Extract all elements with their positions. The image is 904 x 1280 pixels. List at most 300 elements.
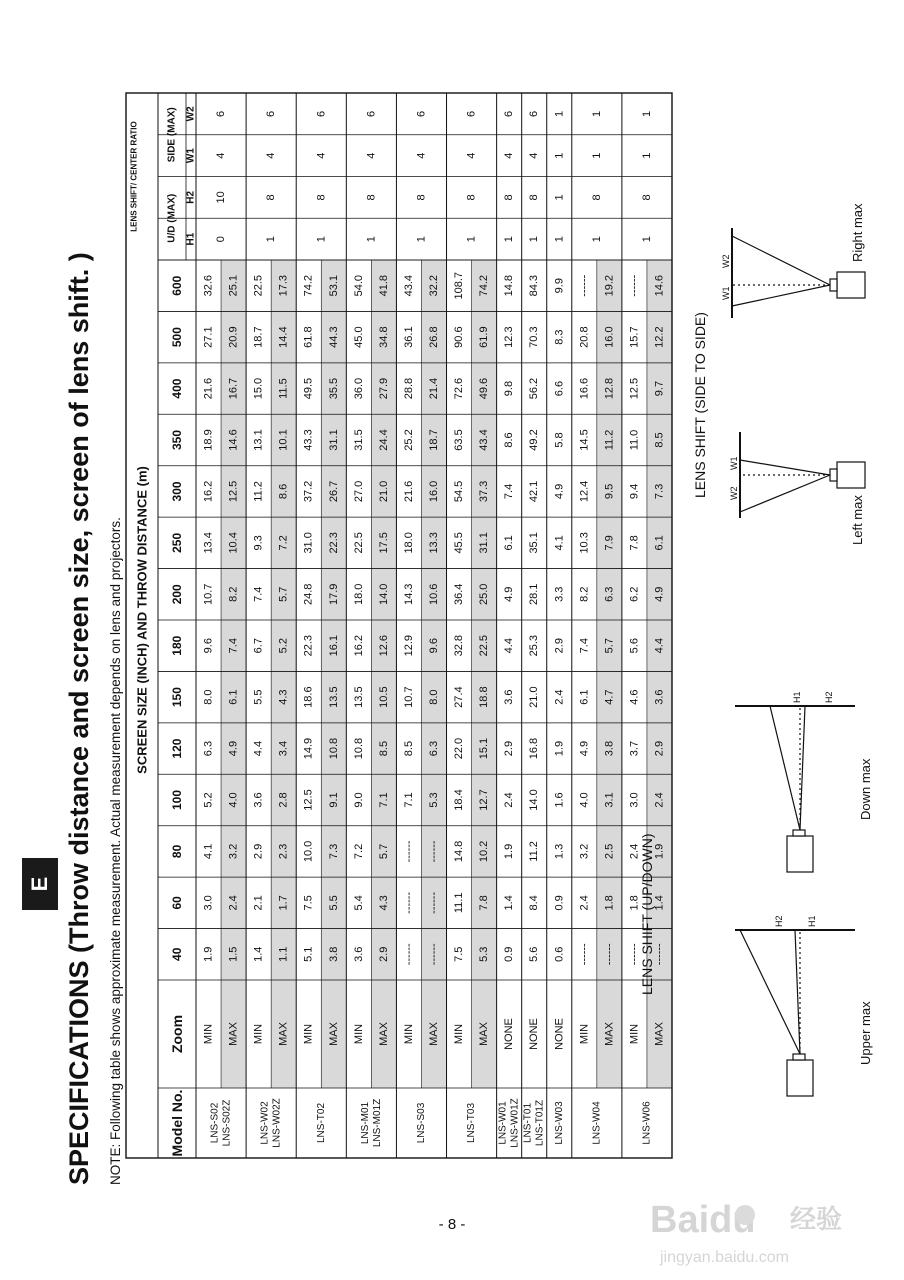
throw-distance-cell: 31.1 <box>478 532 491 554</box>
throw-distance-cell: 5.7 <box>377 843 390 860</box>
shift-value-cell: 1 <box>590 110 603 117</box>
throw-distance-cell: 22.3 <box>327 532 340 554</box>
throw-distance-cell: 18.8 <box>478 686 491 708</box>
throw-distance-cell: 1.4 <box>653 895 666 911</box>
throw-distance-cell: 49.6 <box>478 377 491 400</box>
throw-distance-cell: 20.9 <box>227 326 240 348</box>
zoom-cell: MIN <box>628 1023 641 1045</box>
updown-title: LENS SHIFT (UP/DOWN) <box>639 833 655 995</box>
shift-value-cell: 8 <box>315 194 328 201</box>
throw-distance-cell: 28.1 <box>528 583 541 605</box>
throw-distance-cell: 17.3 <box>277 275 290 297</box>
throw-distance-cell: 3.8 <box>603 740 616 757</box>
throw-distance-cell: 12.6 <box>377 635 390 657</box>
throw-distance-cell: 31.5 <box>352 429 365 451</box>
screen-size-group-header: SCREEN SIZE (INCH) AND THROW DISTANCE (m) <box>134 466 150 774</box>
throw-distance-cell: 4.4 <box>252 740 265 757</box>
screen-size-header: 80 <box>170 844 184 859</box>
screen-size-header: 40 <box>170 947 184 961</box>
throw-distance-cell: 2.5 <box>603 843 616 860</box>
throw-distance-cell: ------ <box>578 943 591 966</box>
throw-distance-cell: 9.8 <box>503 380 516 397</box>
watermark-url: jingyan.baidu.com <box>660 1249 789 1266</box>
throw-distance-cell: 12.8 <box>603 377 616 400</box>
right-max-diagram <box>721 203 865 318</box>
throw-distance-cell: 32.2 <box>428 275 440 297</box>
throw-distance-cell: 7.5 <box>453 946 466 962</box>
throw-distance-cell: 5.5 <box>252 689 265 705</box>
throw-distance-cell: 4.3 <box>277 689 290 705</box>
throw-distance-cell: 0.9 <box>553 895 566 911</box>
shift-value-cell: 1 <box>640 236 653 243</box>
zoom-cell: MAX <box>603 1022 616 1046</box>
throw-distance-cell: ------ <box>628 274 641 297</box>
shift-value-cell: 1 <box>265 236 278 243</box>
throw-distance-cell: 2.4 <box>227 895 240 911</box>
throw-distance-cell: 12.5 <box>227 480 240 503</box>
h1-label: H1 <box>807 915 817 927</box>
throw-distance-cell: 2.9 <box>503 740 516 757</box>
throw-distance-cell: 2.9 <box>653 740 666 757</box>
throw-distance-cell: 7.5 <box>302 895 315 911</box>
throw-distance-cell: 14.0 <box>377 583 390 605</box>
throw-distance-cell: 10.8 <box>327 737 340 760</box>
shift-value-cell: 4 <box>503 152 516 159</box>
model-name-cell: LNS-M01 <box>359 1101 371 1145</box>
throw-distance-cell: 8.6 <box>277 483 290 500</box>
screen-size-header: 60 <box>170 896 184 910</box>
shift-value-cell: 6 <box>365 110 378 117</box>
throw-distance-cell: 61.9 <box>478 326 491 348</box>
shift-value-cell: 8 <box>640 194 653 201</box>
down-max-label: Down max <box>858 758 873 820</box>
throw-distance-cell: 14.3 <box>402 583 415 605</box>
throw-distance-cell: 1.1 <box>277 946 290 962</box>
throw-distance-cell: 25.1 <box>227 275 240 297</box>
throw-distance-cell: 32.6 <box>202 275 215 297</box>
h1-label: H1 <box>792 691 802 703</box>
throw-distance-cell: 4.4 <box>503 638 516 654</box>
zoom-cell: MAX <box>327 1022 340 1046</box>
page-title: SPECIFICATIONS (Throw distance and screen size, screen of lens shift. ) <box>64 252 94 1185</box>
screen-size-header: 120 <box>170 738 184 759</box>
throw-distance-cell: 74.2 <box>478 275 491 297</box>
shift-value-cell: 8 <box>528 194 541 201</box>
throw-distance-cell: 8.5 <box>402 740 415 757</box>
throw-distance-cell: 0.6 <box>553 946 566 962</box>
throw-distance-cell: 2.8 <box>277 792 290 808</box>
throw-distance-cell: 7.1 <box>377 792 390 808</box>
shift-value-cell: 1 <box>590 152 603 159</box>
side-title: LENS SHIFT (SIDE TO SIDE) <box>692 312 708 498</box>
screen-size-header: 600 <box>170 275 184 296</box>
throw-distance-cell: 10.2 <box>478 840 491 863</box>
throw-distance-cell: 2.4 <box>578 895 591 911</box>
throw-distance-cell: ------ <box>628 943 641 966</box>
shift-value-cell: 1 <box>553 194 566 201</box>
upper-max-label: Upper max <box>858 1001 873 1065</box>
throw-distance-cell: 35.1 <box>528 532 541 554</box>
throw-distance-cell: 3.4 <box>277 740 290 757</box>
throw-distance-cell: 37.3 <box>478 480 491 503</box>
shift-value-cell: 4 <box>465 152 478 159</box>
shift-value-cell: 8 <box>415 194 428 201</box>
throw-distance-cell: 19.2 <box>603 275 616 297</box>
throw-distance-cell: 27.0 <box>352 480 365 503</box>
throw-distance-cell: 1.6 <box>553 792 566 808</box>
throw-distance-cell: 12.5 <box>628 377 641 400</box>
throw-distance-cell: 14.5 <box>578 429 591 451</box>
throw-distance-cell: ------ <box>603 943 616 966</box>
shift-value-cell: 8 <box>503 194 516 201</box>
throw-distance-cell: 22.5 <box>252 275 265 297</box>
model-name-cell: LNS-W03 <box>553 1101 565 1145</box>
shift-value-cell: 1 <box>590 236 603 243</box>
throw-distance-cell: 26.8 <box>428 326 440 348</box>
zoom-cell: MIN <box>402 1023 415 1045</box>
throw-distance-cell: 34.8 <box>377 326 390 348</box>
throw-distance-cell: 5.8 <box>553 432 566 448</box>
shift-value-cell: 0 <box>215 236 228 243</box>
throw-distance-cell: 32.8 <box>453 635 466 657</box>
screen-size-header: 500 <box>170 327 184 348</box>
throw-distance-cell: 3.7 <box>628 740 641 757</box>
throw-distance-cell: 4.9 <box>503 586 516 602</box>
shift-value-cell: 8 <box>465 194 478 201</box>
throw-distance-cell: 18.9 <box>202 429 215 451</box>
throw-distance-cell: 7.3 <box>653 483 666 500</box>
model-name-cell: LNS-T03 <box>466 1102 478 1144</box>
throw-distance-cell: 12.9 <box>402 635 415 657</box>
throw-distance-cell: 84.3 <box>528 275 541 297</box>
lens-shift-header: LENS SHIFT/ CENTER RATIO <box>129 121 139 232</box>
throw-distance-cell: 5.2 <box>277 638 290 654</box>
shift-value-cell: 1 <box>415 236 428 243</box>
throw-distance-cell: ------ <box>402 891 415 914</box>
throw-distance-cell: ------ <box>428 840 440 863</box>
throw-distance-cell: 4.9 <box>653 586 666 602</box>
throw-distance-cell: 36.4 <box>453 583 466 605</box>
throw-distance-cell: 90.6 <box>453 326 466 348</box>
throw-distance-cell: 16.6 <box>578 377 591 400</box>
zoom-cell: MIN <box>302 1023 315 1045</box>
throw-distance-cell: 16.8 <box>528 737 541 760</box>
throw-distance-cell: 13.5 <box>352 686 365 708</box>
throw-distance-cell: 9.0 <box>352 792 365 808</box>
throw-distance-cell: 13.5 <box>327 686 340 708</box>
model-name-cell: LNS-S03 <box>415 1102 427 1144</box>
throw-distance-cell: 2.9 <box>252 843 265 860</box>
throw-distance-cell: 1.9 <box>553 740 566 757</box>
zoom-cell: MAX <box>277 1022 290 1046</box>
zoom-cell: MIN <box>252 1023 265 1045</box>
throw-distance-cell: 21.0 <box>528 686 541 708</box>
throw-distance-cell: 43.3 <box>302 429 315 451</box>
throw-distance-cell: 10.6 <box>428 583 440 605</box>
shift-column-header: H2 <box>185 190 197 204</box>
watermark-brand: Baidu <box>650 1199 756 1241</box>
throw-distance-cell: 44.3 <box>327 326 340 348</box>
throw-distance-cell: 5.7 <box>603 638 616 654</box>
throw-distance-cell: 72.6 <box>453 377 466 400</box>
throw-distance-cell: 16.0 <box>603 326 616 348</box>
throw-distance-cell: 4.9 <box>227 740 240 757</box>
left-max-label: Left max <box>850 495 865 545</box>
throw-distance-cell: 27.1 <box>202 326 215 348</box>
throw-distance-cell: 18.4 <box>453 789 466 811</box>
throw-distance-cell: 41.8 <box>377 275 390 297</box>
shift-value-cell: 1 <box>553 152 566 159</box>
shift-column-header: H1 <box>185 232 197 246</box>
throw-distance-cell: 15.7 <box>628 326 641 348</box>
throw-distance-cell: 3.2 <box>227 843 240 860</box>
throw-distance-cell: 7.8 <box>478 895 491 911</box>
throw-distance-cell: 11.5 <box>277 378 290 399</box>
shift-value-cell: 4 <box>215 152 228 159</box>
projector-icon <box>837 462 865 488</box>
throw-distance-cell: 8.5 <box>377 740 390 757</box>
throw-distance-cell: 6.1 <box>653 535 666 551</box>
throw-distance-cell: 24.4 <box>377 429 390 451</box>
throw-distance-cell: 12.2 <box>653 326 666 348</box>
shift-value-cell: 6 <box>415 110 428 117</box>
throw-distance-cell: 8.0 <box>202 689 215 705</box>
spec-table <box>126 93 672 1158</box>
throw-distance-cell: 6.1 <box>503 535 516 551</box>
zoom-cell: NONE <box>503 1018 516 1050</box>
throw-distance-cell: 4.1 <box>553 535 566 551</box>
throw-distance-cell: 7.9 <box>603 535 616 551</box>
shift-value-cell: 10 <box>215 191 228 204</box>
model-name-cell: LNS-W06 <box>641 1101 653 1145</box>
throw-distance-cell: 7.2 <box>352 843 365 860</box>
throw-distance-cell: 31.0 <box>302 532 315 554</box>
throw-distance-cell: ------ <box>428 891 440 914</box>
throw-distance-cell: 5.3 <box>478 946 491 962</box>
shift-value-cell: 6 <box>215 110 228 117</box>
throw-distance-cell: 14.0 <box>528 789 541 811</box>
throw-distance-cell: 16.2 <box>202 480 215 503</box>
throw-distance-cell: 1.9 <box>503 843 516 860</box>
throw-distance-cell: 13.4 <box>202 532 215 554</box>
throw-distance-cell: 3.0 <box>628 792 641 808</box>
throw-distance-cell: 9.9 <box>553 278 566 294</box>
throw-distance-cell: 31.1 <box>327 429 340 451</box>
shift-value-cell: 1 <box>465 236 478 243</box>
throw-distance-cell: 21.0 <box>377 480 390 503</box>
throw-distance-cell: 5.6 <box>528 946 541 962</box>
model-name-cell: LNS-W01Z <box>509 1098 521 1148</box>
throw-distance-cell: 18.6 <box>302 686 315 708</box>
throw-distance-cell: 5.3 <box>428 792 440 808</box>
shift-value-cell: 6 <box>503 110 516 117</box>
throw-distance-cell: 49.2 <box>528 429 541 451</box>
model-name-cell: LNS-T02 <box>315 1102 327 1144</box>
throw-distance-cell: 11.2 <box>528 841 541 862</box>
shift-column-header: W1 <box>185 148 197 164</box>
throw-distance-cell: 8.6 <box>503 432 516 448</box>
throw-distance-cell: ------ <box>653 943 666 966</box>
throw-distance-cell: 10.7 <box>402 686 415 708</box>
throw-distance-cell: 10.1 <box>277 429 290 451</box>
watermark-brand-cn: 经验 <box>790 1205 843 1235</box>
throw-distance-cell: 42.1 <box>528 480 541 503</box>
throw-distance-cell: 25.3 <box>528 635 541 657</box>
throw-distance-cell: 45.0 <box>352 326 365 348</box>
shift-value-cell: 4 <box>528 152 541 159</box>
model-name-cell: LNS-T01 <box>522 1102 534 1144</box>
shift-value-cell: 6 <box>265 110 278 117</box>
throw-distance-cell: 12.3 <box>503 326 516 348</box>
throw-distance-cell: 16.2 <box>352 635 365 657</box>
throw-distance-cell: 74.2 <box>302 275 315 297</box>
throw-distance-cell: 10.3 <box>578 532 591 554</box>
throw-distance-cell: 7.4 <box>252 586 265 602</box>
throw-distance-cell: 9.7 <box>653 380 666 397</box>
throw-distance-cell: 6.1 <box>578 689 591 705</box>
throw-distance-cell: 1.9 <box>653 843 666 860</box>
throw-distance-cell: 7.4 <box>227 638 240 654</box>
throw-distance-cell: 1.5 <box>227 946 240 962</box>
language-badge-label: E <box>27 876 52 892</box>
throw-distance-cell: 8.2 <box>578 586 591 602</box>
shift-value-cell: 4 <box>415 152 428 159</box>
shift-value-cell: 8 <box>265 194 278 201</box>
model-header: Model No. <box>169 1089 185 1157</box>
throw-distance-cell: 8.4 <box>528 895 541 911</box>
throw-distance-cell: 20.8 <box>578 326 591 348</box>
throw-distance-cell: 14.9 <box>302 737 315 760</box>
throw-distance-cell: 49.5 <box>302 377 315 400</box>
page-number: - 8 - <box>438 1216 466 1233</box>
throw-distance-cell: 8.3 <box>553 329 566 345</box>
throw-distance-cell: 18.0 <box>402 532 415 554</box>
shift-value-cell: 6 <box>528 110 541 117</box>
lens-diagrams <box>639 203 873 1096</box>
throw-distance-cell: 53.1 <box>327 275 340 297</box>
throw-distance-cell: 2.4 <box>503 792 516 808</box>
note-group <box>108 517 123 1185</box>
throw-distance-cell: 27.4 <box>453 686 466 708</box>
throw-distance-cell: 7.1 <box>402 792 415 808</box>
throw-distance-cell: ------ <box>402 943 415 966</box>
throw-distance-cell: 7.4 <box>503 483 516 500</box>
zoom-cell: NONE <box>553 1018 566 1050</box>
throw-distance-cell: 21.6 <box>202 377 215 400</box>
throw-distance-cell: 5.1 <box>302 946 315 962</box>
throw-distance-cell: 18.7 <box>428 429 440 451</box>
shift-value-cell: 1 <box>640 152 653 159</box>
throw-distance-cell: 8.0 <box>428 689 440 705</box>
zoom-cell: NONE <box>528 1018 541 1050</box>
throw-distance-cell: 4.0 <box>227 792 240 808</box>
throw-distance-cell: 2.4 <box>628 843 641 860</box>
throw-distance-cell: 4.3 <box>377 895 390 911</box>
screen-size-header: 200 <box>170 584 184 605</box>
throw-distance-cell: 25.0 <box>478 583 491 605</box>
zoom-cell: MAX <box>653 1022 666 1046</box>
zoom-cell: MAX <box>478 1022 491 1046</box>
throw-distance-cell: 15.0 <box>252 377 265 400</box>
throw-distance-cell: 36.1 <box>402 326 415 348</box>
throw-distance-cell: 7.4 <box>578 638 591 654</box>
throw-distance-cell: 1.8 <box>628 895 641 911</box>
throw-distance-cell: 4.0 <box>578 792 591 808</box>
throw-distance-cell: 21.4 <box>428 377 440 400</box>
zoom-cell: MIN <box>202 1023 215 1045</box>
throw-distance-cell: 12.4 <box>578 480 591 503</box>
shift-value-cell: 6 <box>315 110 328 117</box>
throw-distance-cell: 16.7 <box>227 377 240 400</box>
heading-group <box>64 252 94 1185</box>
throw-distance-cell: 17.9 <box>327 583 340 605</box>
shift-value-cell: 1 <box>315 236 328 243</box>
throw-distance-cell: 2.9 <box>553 638 566 654</box>
throw-distance-cell: 7.2 <box>277 535 290 551</box>
model-name-cell: LNS-W04 <box>591 1101 603 1145</box>
shift-value-cell: 1 <box>365 236 378 243</box>
throw-distance-cell: 14.6 <box>653 275 666 297</box>
down-max-diagram <box>735 691 873 872</box>
throw-distance-cell: 9.4 <box>628 483 641 500</box>
shift-value-cell: 1 <box>503 236 516 243</box>
shift-value-cell: 6 <box>465 110 478 117</box>
h2-label: H2 <box>824 691 834 703</box>
throw-distance-cell: 1.3 <box>553 843 566 860</box>
left-max-diagram <box>729 432 865 545</box>
throw-distance-cell: 3.1 <box>603 792 616 808</box>
throw-distance-cell: 6.6 <box>553 380 566 397</box>
throw-distance-cell: 22.3 <box>302 635 315 657</box>
throw-distance-cell: 24.8 <box>302 583 315 605</box>
throw-distance-cell: 9.5 <box>603 483 616 500</box>
throw-distance-cell: 9.6 <box>202 638 215 654</box>
shift-value-cell: 4 <box>365 152 378 159</box>
throw-distance-cell: 4.7 <box>603 689 616 705</box>
throw-distance-cell: 2.1 <box>252 895 265 911</box>
model-name-cell: LNS-W02Z <box>271 1098 283 1148</box>
h2-label: H2 <box>774 915 784 927</box>
screen-size-header: 150 <box>170 687 184 708</box>
throw-distance-cell: ------ <box>402 840 415 863</box>
throw-distance-cell: 45.5 <box>453 532 466 554</box>
throw-distance-cell: 5.7 <box>277 586 290 602</box>
throw-distance-cell: 4.4 <box>653 638 666 654</box>
throw-distance-cell: 10.5 <box>377 686 390 708</box>
throw-distance-cell: 16.0 <box>428 480 440 503</box>
throw-distance-cell: 6.3 <box>202 740 215 757</box>
throw-distance-cell: 4.6 <box>628 689 641 705</box>
projector-icon <box>787 836 813 872</box>
throw-distance-cell: 3.0 <box>202 895 215 911</box>
throw-distance-cell: 1.4 <box>503 895 516 911</box>
throw-distance-cell: 35.5 <box>327 377 340 400</box>
shift-value-cell: 1 <box>553 236 566 243</box>
throw-distance-cell: 10.8 <box>352 737 365 760</box>
shift-value-cell: 1 <box>553 110 566 117</box>
throw-distance-cell: 18.7 <box>252 326 265 348</box>
throw-distance-cell: 12.7 <box>478 789 491 811</box>
throw-distance-cell: 108.7 <box>453 271 466 300</box>
throw-distance-cell: 13.1 <box>252 429 265 451</box>
throw-distance-cell: 61.8 <box>302 326 315 348</box>
throw-distance-cell: 3.2 <box>578 843 591 860</box>
screen-size-header: 400 <box>170 378 184 399</box>
throw-distance-cell: 22.0 <box>453 737 466 760</box>
model-name-cell: LNS-W01 <box>497 1101 509 1145</box>
throw-distance-cell: 2.4 <box>653 792 666 808</box>
throw-distance-cell: 9.3 <box>252 535 265 551</box>
